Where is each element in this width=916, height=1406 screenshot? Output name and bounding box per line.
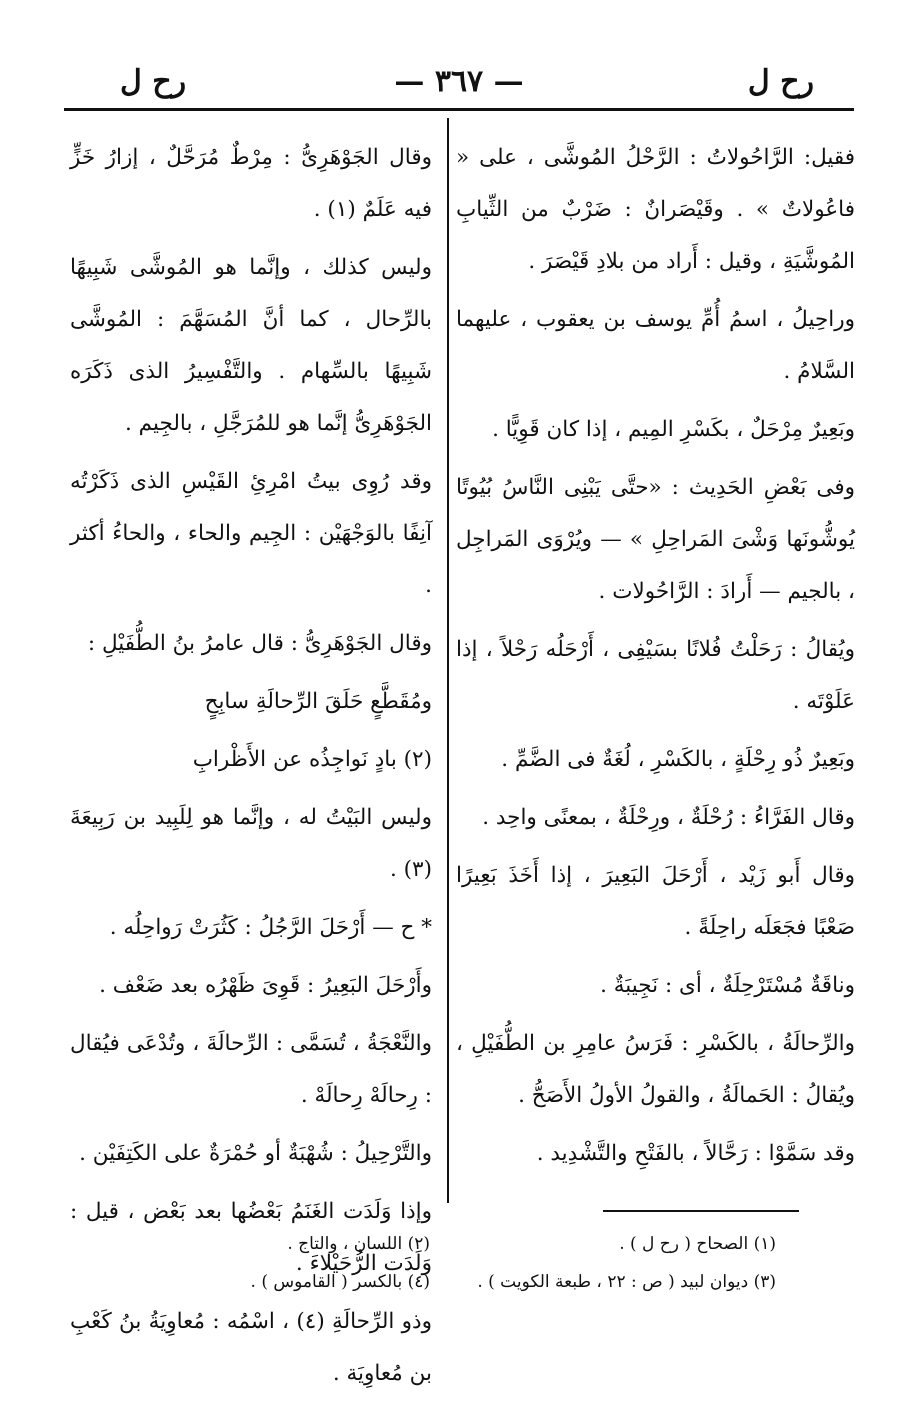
paragraph: والنَّعْجَةُ ، تُسَمَّى : الرِّحالَةَ ، وتُدْعَى فيُقال : رِحالَهْ رِحالَهْ .	[70, 1031, 432, 1108]
footnote: (٣) ديوان لبيد ( ص : ٢٢ ، طبعة الكويت ) .	[477, 1272, 776, 1292]
paragraph: * ح — أَرْحَلَ الرَّجُلُ : كَثُرَتْ رَواحِلُه .	[109, 915, 432, 940]
paragraph: والتَّرْحِيلُ : شُهْبَةٌ أو حُمْرَةٌ على الكَتِفَيْن .	[79, 1141, 432, 1166]
paragraph: وناقَةٌ مُسْتَرْحِلَةٌ ، أى : نَجِيبَةٌ .	[600, 973, 855, 998]
paragraph: والرِّحالَةُ ، بالكَسْرِ : فَرَسُ عامِرِ بن الطُّفَيْلِ ، ويُقالُ : الحَمالَةُ ، والقولُ الأولُ الأَصَحُّ .	[456, 1031, 855, 1108]
footnote-rule	[603, 1210, 799, 1212]
paragraph: وبَعِيرٌ مِرْحَلٌ ، بكَسْرِ المِيم ، إذا كان قَوِيًّا .	[492, 417, 855, 442]
paragraph: وبَعِيرٌ ذُو رِحْلَةٍ ، بالكَسْرِ ، لُغَةٌ فى الضَّمِّ .	[501, 747, 855, 772]
verse-line: ومُقَطَّعٍ حَلَقَ الرِّحالَةِ سابِحٍ	[204, 689, 432, 714]
footnotes-left	[250, 1225, 430, 1301]
left-column	[70, 132, 432, 1406]
paragraph: وقال الجَوْهَرِىُّ : مِرْطٌ مُرَحَّلٌ ، إزارُ خَزٍّ فيه عَلَمٌ (١) .	[70, 145, 432, 222]
paragraph: وقال الفَرَّاءُ : رُحْلَةٌ ، ورِحْلَةٌ ، بمعنًى واحِد .	[482, 805, 855, 830]
verse-line: (٢) بادٍ نَواجِذُه عن الأَظْرابِ	[192, 747, 432, 772]
paragraph: وإذا وَلَدَت الغَنَمُ بَعْضُها بعد بَعْض ، قيل : وَلَدَت الرُّحَيْلاءَ .	[70, 1199, 432, 1276]
paragraph: وقد سَمَّوْا : رَحَّالاً ، بالفَتْحِ والتَّشْدِيد .	[536, 1141, 855, 1166]
paragraph: وفى بَعْضِ الحَدِيث : «حتَّى يَبْنِى النَّاسُ بُيُوتًا يُوشُّونَها وَشْىَ المَراحِلِ » — ويُرْوَى المَراجِل ، بالجيم — أَرادَ : الرَّاحُولات .	[456, 475, 855, 604]
page-header	[64, 58, 854, 108]
footnote: (٢) اللسان ، والتاج .	[287, 1234, 430, 1254]
footnote: (١) الصحاح ( رح ل ) .	[619, 1234, 776, 1254]
paragraph: وليس البَيْتُ له ، وإنَّما هو لِلَبِيد بن رَبِيعَةَ (٣) .	[70, 805, 432, 882]
paragraph: فقيل: الرَّاحُولاتُ : الرَّحْلُ المُوشَّى ، على « فاعُولاتٌ » . وقَيْصَرانٌ : ضَرْبٌ من الثِّيابِ المُوشَّيَةِ ، وقيل : أَراد من بلادِ قَيْصَرَ .	[456, 145, 855, 274]
paragraph: وذو الرِّحالَةِ (٤) ، اسْمُه : مُعاوِيَةُ بنُ كَعْبِ بن مُعاوِيَة .	[70, 1309, 432, 1386]
paragraph: وقد رُوِى بيتُ امْرِئِ القَيْسِ الذى ذَكَرْتُه آنِفًا بالوَجْهَيْن : الجِيم والحاء ، والحاءُ أكثر .	[70, 469, 432, 598]
paragraph: وليس كذلك ، وإنَّما هو المُوشَّى شَبِيهًا بالرِّحال ، كما أنَّ المُسَهَّمَ : المُوشَّى شَبِيهًا بالسِّهام . والتَّفْسِيرُ الذى ذَكَرَه الجَوْهَرِىُّ إنَّما هو للمُرَجَّلِ ، بالجِيم .	[70, 255, 432, 436]
header-root-right: رح ل	[747, 64, 814, 99]
footnotes-right	[446, 1225, 776, 1301]
paragraph: وأَرْحَلَ البَعِيرُ : قَوِىَ ظَهْرُه بعد ضَعْف .	[99, 973, 432, 998]
footnote: (٤) بالكسر ( القاموس ) .	[250, 1272, 430, 1292]
header-rule	[64, 108, 854, 111]
paragraph: وقال أَبو زَيْد ، أَرْحَلَ البَعِيرَ ، إذا أَخَذَ بَعِيرًا صَعْبًا فجَعَلَه راحِلَةً .	[456, 863, 855, 940]
header-root-left: رح ل	[120, 64, 187, 99]
paragraph: وراحِيلُ ، اسمُ أُمِّ يوسف بن يعقوب ، عليهما السَّلامُ .	[456, 307, 855, 384]
paragraph: وقال الجَوْهَرِىُّ : قال عامرُ بنُ الطُّفَيْلِ :	[87, 631, 432, 656]
right-column	[456, 132, 855, 1186]
column-divider	[447, 118, 449, 1203]
page-number: — ٣٦٧ —	[394, 64, 524, 99]
paragraph: ويُقالُ : رَحَلْتُ فُلانًا بسَيْفِى ، أَرْحَلُه رَحْلاً ، إذا عَلَوْتَه .	[456, 637, 855, 714]
